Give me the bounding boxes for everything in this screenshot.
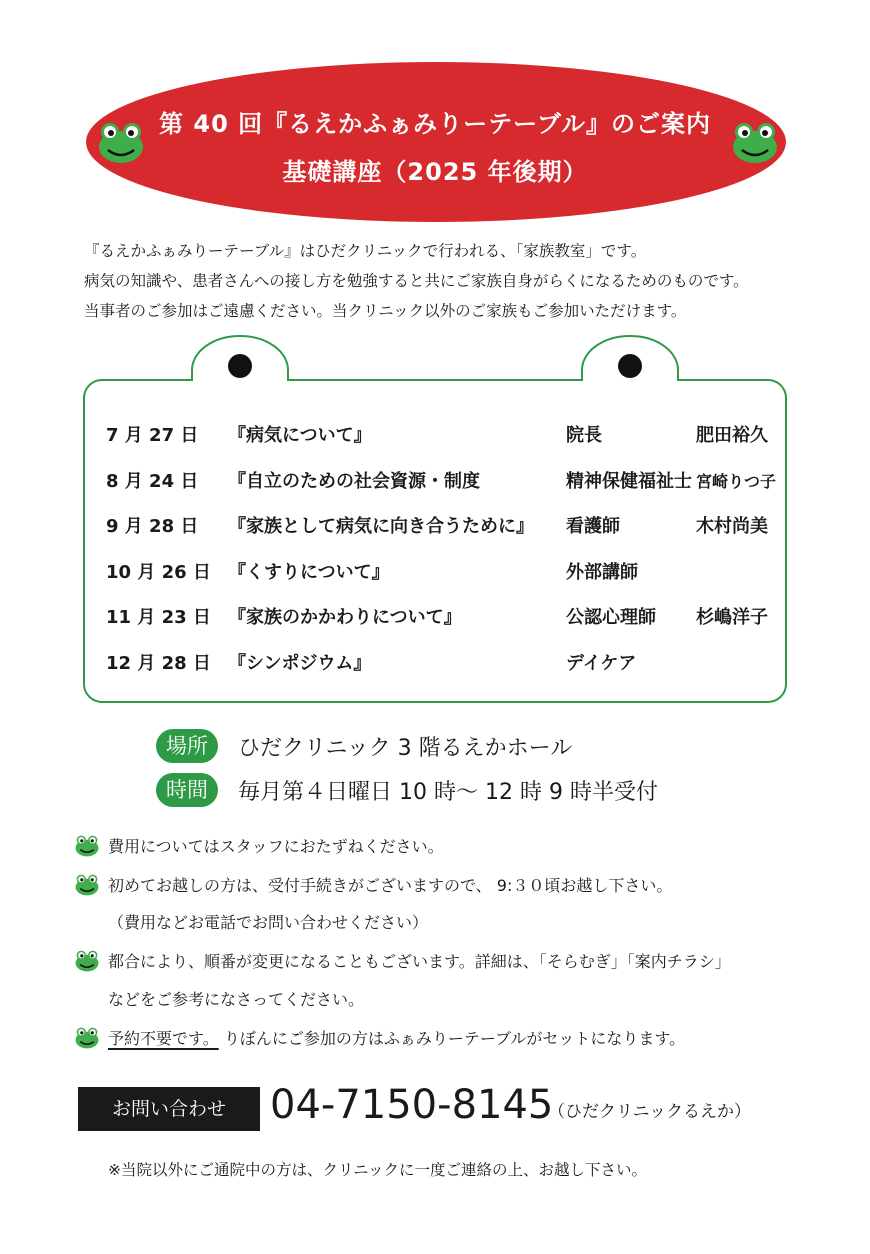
intro-line: 病気の知識や、患者さんへの接し方を勉強すると共にご家族自身がらくになるためのものです。 [84, 272, 749, 290]
note-text: 費用についてはスタッフにおたずねください。 [108, 837, 444, 856]
schedule-title: 『病気について』 [228, 425, 372, 446]
schedule-date: 9 月 28 日 [106, 516, 199, 537]
schedule-role: 外部講師 [566, 562, 638, 583]
schedule-row [106, 649, 786, 679]
schedule-title: 『シンポジウム』 [228, 653, 372, 674]
title-banner [86, 62, 786, 222]
schedule-role: 公認心理師 [566, 607, 656, 628]
banner-title: 第 40 回『るえかふぁみりーテーブル』のご案内 [159, 110, 711, 138]
schedule-row [106, 603, 786, 633]
schedule-role: 院長 [566, 425, 602, 446]
contact-phone: 04-7150-8145 [270, 1082, 554, 1128]
note-text: 都合により、順番が変更になることもございます。詳細は、「そらむぎ」「案内チラシ」 [108, 952, 731, 971]
frog-icon [74, 949, 100, 972]
contact-name: （ひだクリニックるえか） [548, 1102, 751, 1122]
note-text-cont: （費用などお電話でお問い合わせください） [108, 913, 429, 932]
place-text: ひだクリニック 3 階るえかホール [238, 736, 573, 761]
schedule-date: 12 月 28 日 [106, 653, 211, 674]
schedule-row [106, 512, 786, 542]
schedule-title: 『家族のかかわりについて』 [228, 607, 462, 628]
ring-hole [618, 354, 642, 378]
footnote: ※当院以外にご通院中の方は、クリニックに一度ご連絡の上、お越し下さい。 [108, 1161, 648, 1179]
note-text: 初めてお越しの方は、受付手続きがございますので、 9:３０頃お越し下さい。 [108, 876, 673, 895]
schedule-role: 看護師 [566, 516, 620, 537]
note-item [74, 949, 731, 972]
schedule-title: 『家族として病気に向き合うために』 [228, 516, 534, 537]
intro-line: 当事者のご参加はご遠慮ください。当クリニック以外のご家族もご参加いただけます。 [84, 302, 687, 320]
note-text-cont: などをご参考になさってください。 [108, 990, 365, 1009]
frog-icon [74, 1026, 100, 1049]
intro-line: 『るえかふぁみりーテーブル』はひだクリニックで行われる、「家族教室」です。 [84, 242, 647, 260]
note-item [74, 834, 444, 857]
frog-icon [74, 873, 100, 896]
note-text: りぼんにご参加の方はふぁみりーテーブルがセットになります。 [218, 1029, 686, 1048]
schedule-role: デイケア [566, 653, 637, 674]
intro-text [84, 236, 804, 326]
schedule-role: 精神保健福祉士 [566, 471, 692, 492]
schedule-date: 10 月 26 日 [106, 562, 211, 583]
time-text: 毎月第４日曜日 10 時～ 12 時 9 時半受付 [238, 780, 658, 805]
contact-label: お問い合わせ [78, 1087, 260, 1131]
schedule-date: 8 月 24 日 [106, 471, 199, 492]
no-reservation-label: 予約不要です。 [108, 1029, 219, 1048]
schedule-name: 木村尚美 [696, 516, 768, 537]
note-item [74, 873, 672, 896]
schedule-name: 肥田裕久 [696, 425, 768, 446]
schedule-name: 杉嶋洋子 [696, 607, 768, 628]
schedule-row [106, 467, 786, 497]
banner-subtitle: 基礎講座（2025 年後期） [282, 158, 588, 186]
note-item [74, 1026, 685, 1049]
frog-icon [74, 834, 100, 857]
schedule-title: 『くすりについて』 [228, 562, 390, 583]
place-badge: 場所 [156, 729, 218, 763]
schedule-row [106, 558, 786, 588]
schedule-row [106, 421, 786, 451]
schedule-date: 7 月 27 日 [106, 425, 199, 446]
time-badge: 時間 [156, 773, 218, 807]
schedule-name: 宮崎りつ子 [696, 472, 777, 491]
ring-hole [228, 354, 252, 378]
schedule-title: 『自立のための社会資源・制度 [228, 471, 480, 492]
schedule-date: 11 月 23 日 [106, 607, 211, 628]
